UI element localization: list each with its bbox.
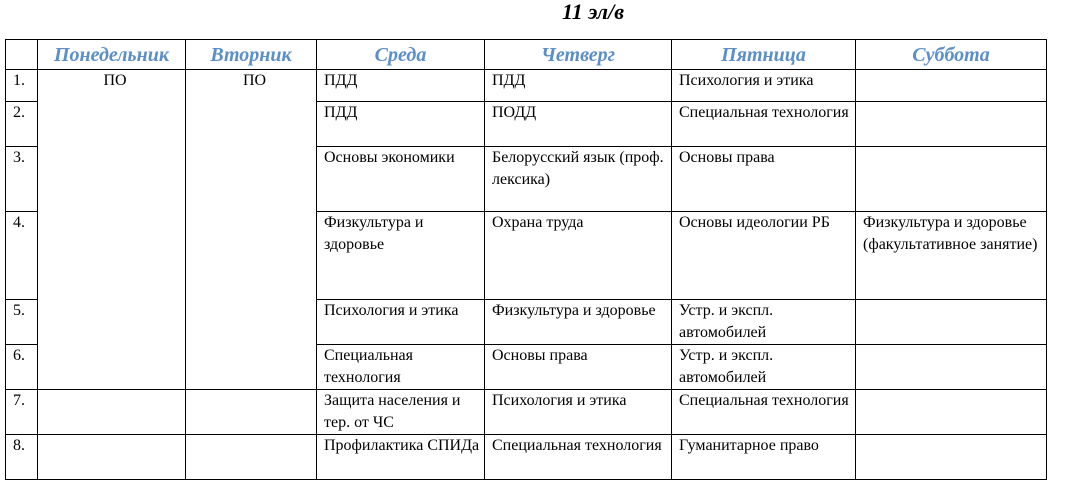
friday-cell: Основы права xyxy=(672,147,856,212)
friday-cell: Устр. и экспл. автомобилей xyxy=(672,300,856,345)
header-friday: Пятница xyxy=(672,40,856,70)
thursday-cell: Психология и этика xyxy=(485,390,672,435)
header-monday: Понедельник xyxy=(38,40,186,70)
monday-cell xyxy=(38,435,186,480)
lesson-number: 4. xyxy=(6,212,38,300)
monday-merged-cell: ПО xyxy=(38,70,186,390)
saturday-cell: Физкультура и здоровье (факультативное занятие) xyxy=(856,212,1047,300)
thursday-cell: Основы права xyxy=(485,345,672,390)
header-thursday: Четверг xyxy=(485,40,672,70)
lesson-number: 7. xyxy=(6,390,38,435)
saturday-cell xyxy=(856,102,1047,147)
saturday-cell xyxy=(856,300,1047,345)
thursday-cell: ПОДД xyxy=(485,102,672,147)
saturday-cell xyxy=(856,345,1047,390)
lesson-number: 1. xyxy=(6,70,38,102)
wednesday-cell: Основы экономики xyxy=(317,147,485,212)
tuesday-merged-cell: ПО xyxy=(186,70,317,390)
wednesday-cell: Профилактика СПИДа xyxy=(317,435,485,480)
monday-cell xyxy=(38,390,186,435)
thursday-cell: Специальная технология xyxy=(485,435,672,480)
header-row xyxy=(6,40,1047,70)
friday-cell: Гуманитарное право xyxy=(672,435,856,480)
lesson-number: 6. xyxy=(6,345,38,390)
table-row xyxy=(6,70,1047,102)
friday-cell: Специальная технология xyxy=(672,102,856,147)
thursday-cell: Белорусский язык (проф. лексика) xyxy=(485,147,672,212)
tuesday-cell xyxy=(186,390,317,435)
thursday-cell: Охрана труда xyxy=(485,212,672,300)
friday-cell: Психология и этика xyxy=(672,70,856,102)
header-saturday: Суббота xyxy=(856,40,1047,70)
saturday-cell xyxy=(856,435,1047,480)
schedule-title: 11 эл/в xyxy=(561,0,625,24)
header-wednesday: Среда xyxy=(317,40,485,70)
wednesday-cell: ПДД xyxy=(317,70,485,102)
saturday-cell xyxy=(856,147,1047,212)
friday-cell: Устр. и экспл. автомобилей xyxy=(672,345,856,390)
header-tuesday: Вторник xyxy=(186,40,317,70)
thursday-cell: Физкультура и здоровье xyxy=(485,300,672,345)
saturday-cell xyxy=(856,390,1047,435)
table-row xyxy=(6,390,1047,435)
wednesday-cell: Специальная технология xyxy=(317,345,485,390)
header-number xyxy=(6,40,38,70)
saturday-cell xyxy=(856,70,1047,102)
wednesday-cell: Защита населения и тер. от ЧС xyxy=(317,390,485,435)
wednesday-cell: ПДД xyxy=(317,102,485,147)
lesson-number: 8. xyxy=(6,435,38,480)
thursday-cell: ПДД xyxy=(485,70,672,102)
lesson-number: 5. xyxy=(6,300,38,345)
schedule-table xyxy=(5,39,1047,480)
table-row xyxy=(6,435,1047,480)
wednesday-cell: Психология и этика xyxy=(317,300,485,345)
lesson-number: 2. xyxy=(6,102,38,147)
tuesday-cell xyxy=(186,435,317,480)
lesson-number: 3. xyxy=(6,147,38,212)
wednesday-cell: Физкультура и здоровье xyxy=(317,212,485,300)
friday-cell: Основы идеологии РБ xyxy=(672,212,856,300)
friday-cell: Специальная технология xyxy=(672,390,856,435)
